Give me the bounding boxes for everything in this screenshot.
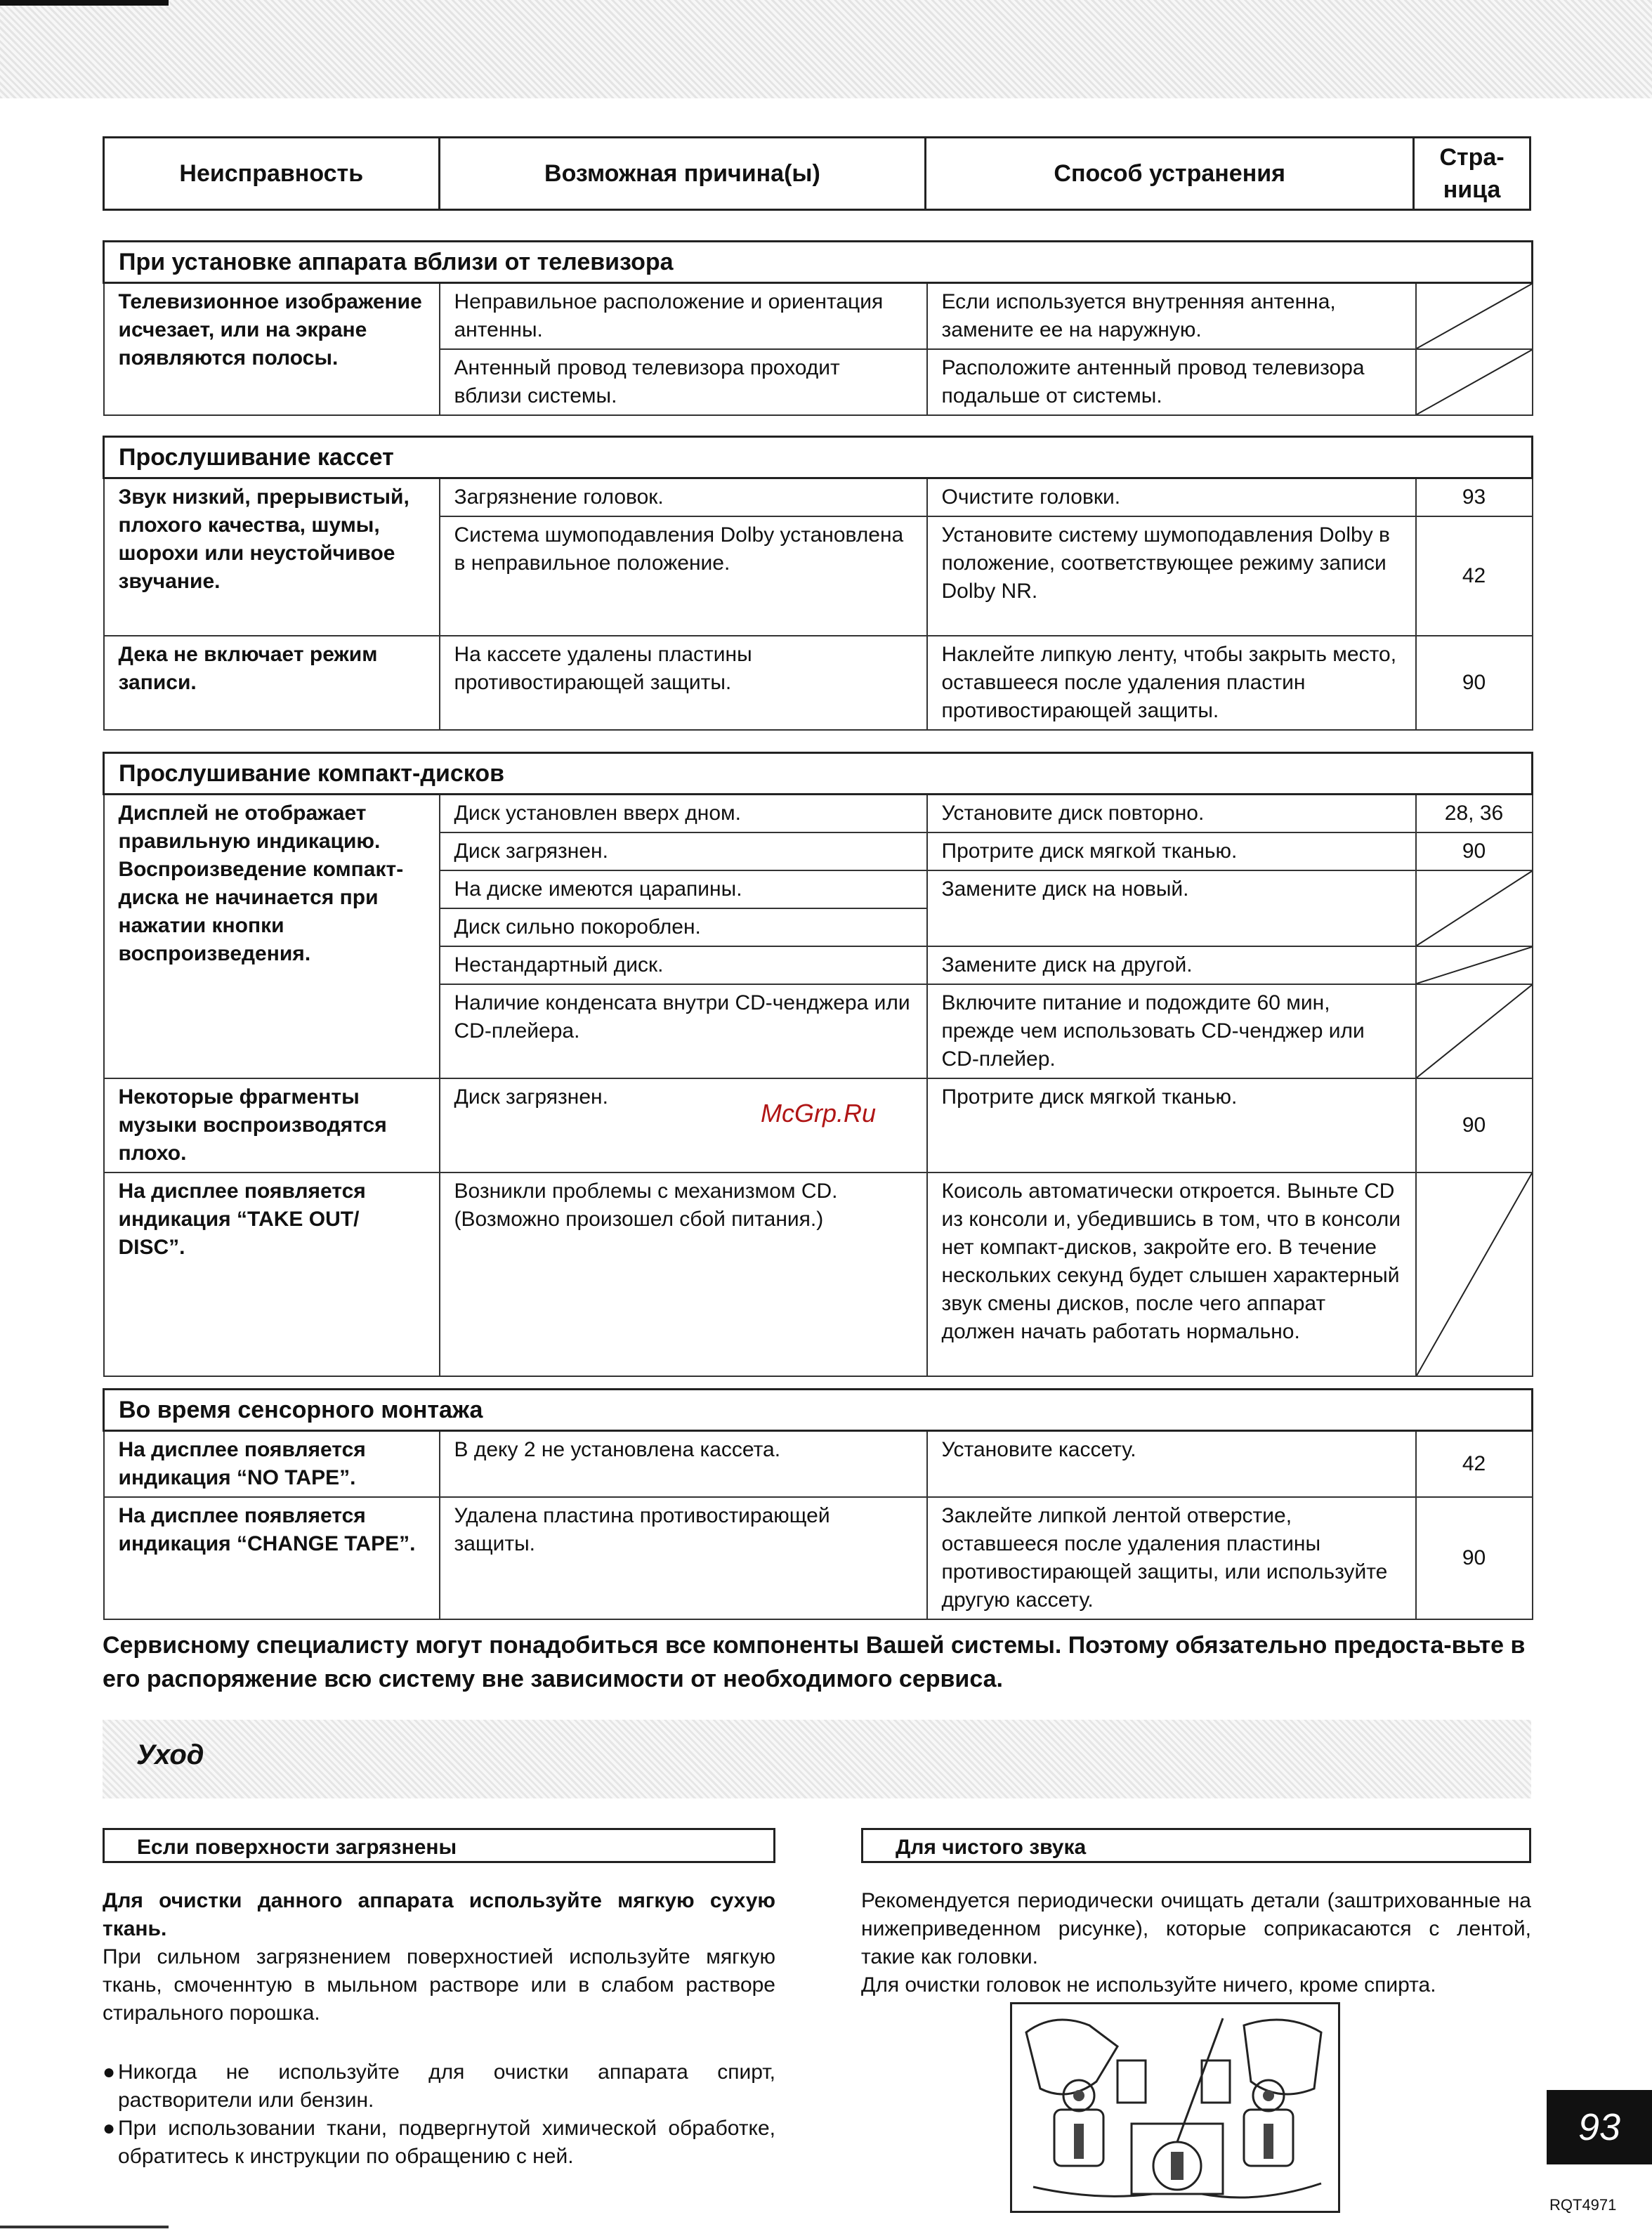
care-right-text-2: Для очистки головок не используйте ничего, кроме спирта. [861,1973,1436,1997]
cause-cell: Загрязнение головок. [440,478,927,517]
top-edge-mark [0,0,169,6]
remedy-cell: Коисоль автоматически откроется. Выньте CD из консоли и, убедившись в том, что в консоли нет компакт-дисков, закройте его. В течение нескольких секунд будет слышен характерный звук смены дисков, после чего аппарат должен начать работать нормально. [927,1172,1416,1376]
section-title: Во время сенсорного монтажа [104,1390,1533,1431]
tape-deck-heads-illustration [1010,2002,1340,2213]
page-cell: 90 [1416,636,1533,730]
service-note: Сервисному специалисту могут понадобиться все компоненты Вашей системы. Поэтому обязательно предоста-вьте в его распоряжение всю систему вне зависимости от необходимого сервиса. [103,1632,1526,1692]
header-issue: Неисправность [104,138,440,210]
issue-cell: Звук низкий, прерывистый, плохого качества, шумы, шорохи или неустойчивое звучание. [104,478,440,636]
header-remedy: Способ устранения [926,138,1414,210]
page-cell-empty [1416,1172,1533,1376]
page-cell: 93 [1416,478,1533,517]
cause-cell: Наличие конденсата внутри CD-ченджера или CD-плейера. [440,984,927,1078]
cause-cell: Антенный провод телевизора проходит вблизи системы. [440,349,927,415]
cause-cell: На кассете удалены пластины противостирающей защиты. [440,636,927,730]
remedy-cell: Включите питание и подождите 60 мин, прежде чем использовать CD-ченджер или CD-плейер. [927,984,1416,1078]
page-cell-empty [1416,283,1533,350]
cause-cell: Удалена пластина противостирающей защиты. [440,1497,927,1619]
issue-cell: Дисплей не отображает правильную индикацию. Воспроизведение компакт-диска не начинается при нажатии кнопки воспроизведения. [104,795,440,1079]
page-cell-empty [1416,946,1533,984]
remedy-cell: Протрите диск мягкой тканью. [927,832,1416,870]
section-title: При установке аппарата вблизи от телевизора [104,242,1533,283]
care-bullet: ● Никогда не используйте для очистки аппарата спирт, растворители или бензин. [103,2058,775,2115]
header-page: Стра- ница [1414,138,1530,210]
remedy-cell: Установите диск повторно. [927,795,1416,833]
remedy-cell: Установите кассету. [927,1431,1416,1498]
page-cell: 90 [1416,1497,1533,1619]
care-left-column [103,1887,775,2171]
cause-cell: Нестандартный диск. [440,946,927,984]
cause-cell: В деку 2 не установлена кассета. [440,1431,927,1498]
remedy-cell: Расположите антенный провод телевизора подальше от системы. [927,349,1416,415]
cause-cell: Система шумоподавления Dolby установлена в неправильное положение. [440,516,927,636]
section-cds [103,752,1533,1377]
page-cell: 42 [1416,516,1533,636]
section-title: Прослушивание компакт-дисков [104,753,1533,795]
cause-cell: Диск загрязнен. [440,1078,927,1172]
page-cell: 90 [1416,1078,1533,1172]
header-cause: Возможная причина(ы) [439,138,926,210]
care-left-text: При сильном загрязнением поверхностией используйте мягкую ткань, смоченнтую в мыльном растворе или в слабом растворе стирального порошка. [103,1945,775,2025]
remedy-cell: Очистите головки. [927,478,1416,517]
page-cell-empty [1416,870,1533,946]
remedy-cell: Замените диск на другой. [927,946,1416,984]
care-bullet: ● При использовании ткани, подвергнутой химической обработке, обратитесь к инструкции по обращению с ней. [103,2115,775,2171]
care-bullet-text: Никогда не используйте для очистки аппарата спирт, растворители или бензин. [118,2060,775,2112]
cause-cell: Неправильное расположение и ориентация антенны. [440,283,927,350]
section-title: Прослушивание кассет [104,437,1533,478]
remedy-cell: Если используется внутренняя антенна, замените ее на наружную. [927,283,1416,350]
issue-cell: На дисплее появляется индикация “CHANGE TAPE”. [104,1497,440,1619]
section-tv [103,240,1533,416]
issue-cell: Дека не включает режим записи. [104,636,440,730]
page-cell-empty [1416,984,1533,1078]
cause-cell: Диск сильно покороблен. [440,908,927,946]
remedy-cell: Наклейте липкую ленту, чтобы закрыть место, оставшееся после удаления пластин противостирающей защиты. [927,636,1416,730]
issue-cell: Телевизионное изображение исчезает, или на экране появляются полосы. [104,283,440,416]
remedy-cell: Заклейте липкой лентой отверстие, оставшееся после удаления пластины противостирающей защиты, или используйте другую кассету. [927,1497,1416,1619]
document-code: RQT4971 [1549,2196,1617,2214]
troubleshooting-header [103,136,1531,211]
care-right-column [861,1887,1531,1999]
cause-cell: Диск установлен вверх дном. [440,795,927,833]
section-touch-editing [103,1388,1533,1620]
issue-cell: На дисплее появляется индикация “TAKE OUT/ DISC”. [104,1172,440,1376]
section-cassettes [103,436,1533,731]
care-bullet-text: При использовании ткани, подвергнутой химической обработке, обратитесь к инструкции по обращению с ней. [118,2117,775,2168]
top-texture-band [0,0,1652,98]
care-left-lead: Для очистки данного аппарата используйте мягкую сухую ткань. [103,1889,775,1940]
page-cell: 90 [1416,832,1533,870]
watermark: McGrp.Ru [761,1099,877,1128]
care-title: Уход [136,1739,204,1770]
page-cell: 42 [1416,1431,1533,1498]
remedy-cell: Протрите диск мягкой тканью. [927,1078,1416,1172]
care-right-label: Для чистого звука [861,1828,1531,1863]
footer-rule [0,2226,169,2228]
cause-cell: Возникли проблемы с механизмом CD. (Возможно произошел сбой питания.) [440,1172,927,1376]
remedy-cell: Установите систему шумоподавления Dolby в положение, соответствующее режиму записи Dolby NR. [927,516,1416,636]
cause-cell: На диске имеются царапины. [440,870,927,908]
issue-cell: Некоторые фрагменты музыки воспроизводятся плохо. [104,1078,440,1172]
care-left-label: Если поверхности загрязнены [103,1828,775,1863]
cause-cell: Диск загрязнен. [440,832,927,870]
care-heading-band [103,1720,1531,1798]
page-cell: 28, 36 [1416,795,1533,833]
issue-cell: На дисплее появляется индикация “NO TAPE”. [104,1431,440,1498]
page-number: 93 [1547,2090,1652,2164]
care-right-text-1: Рекомендуется периодически очищать детали (заштрихованные на нижеприведенном рисунке), которые соприкасаются с лентой, такие как головки. [861,1889,1531,1968]
page-cell-empty [1416,349,1533,415]
remedy-cell: Замените диск на новый. [927,870,1416,946]
